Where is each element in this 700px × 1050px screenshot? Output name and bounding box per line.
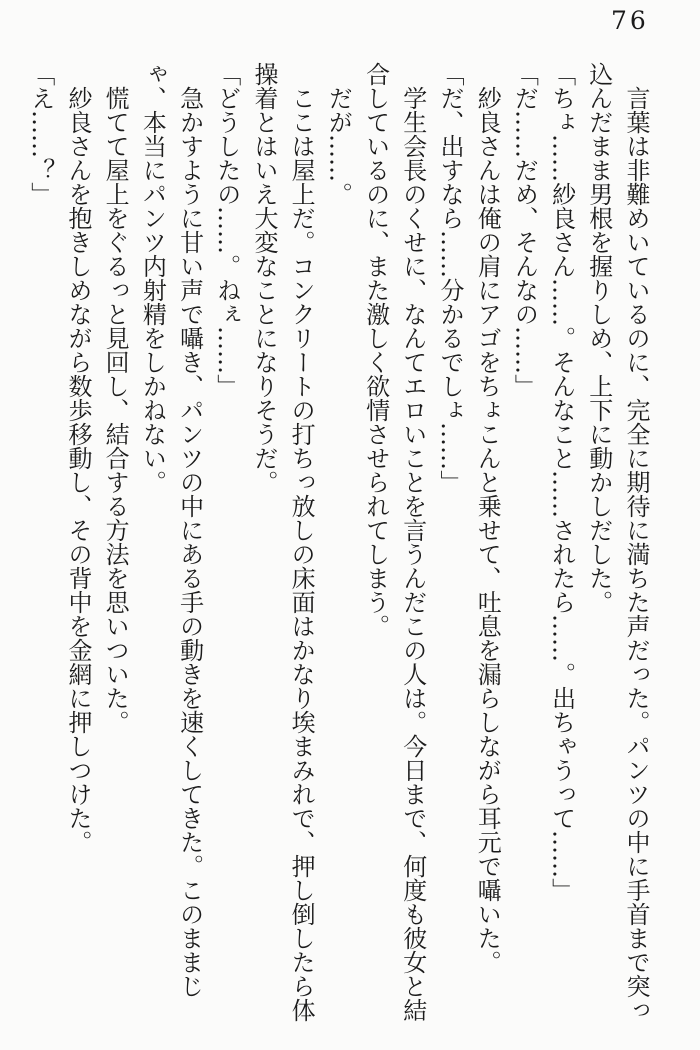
narration-paragraph: 紗良さんを抱きしめながら数歩移動し、その背中を金網に押しつけた。 [63,86,92,854]
page-number: 76 [611,6,649,35]
narration-paragraph: 紗良さんは俺の肩にアゴをちょこんと乗せて、吐息を漏らしながら耳元で囁いた。 [473,86,502,974]
narration-paragraph: だが……。 [324,86,353,206]
narration-paragraph: 急かすように甘い声で囁き、パンツの中にある手の動きを速くしてきた。このままじゃ、本当にパンツ内射精をしかねない。 [138,62,204,998]
dialogue-paragraph: 「え……？」 [26,62,55,206]
narration-paragraph: ここは屋上だ。コンクリートの打ちっ放しの床面はかなり埃まみれで、押し倒したら体操着とはいえ大変なことになりそうだ。 [249,62,316,1022]
dialogue-paragraph: 「ちょ……紗良さん……。そんなこと……されたら……。出ちゃうって……」 [547,62,576,902]
text-column-container [22,62,654,1024]
dialogue-paragraph: 「だ、出すなら……分かるでしょ……」 [435,62,464,494]
narration-paragraph: 学生会長のくせに、なんてエロいことを言うんだこの人は。今日まで、何度も彼女と結合しているのに、また激しく欲情させられてしまう。 [361,62,427,1022]
dialogue-paragraph: 「だ……だめ、そんなの……」 [510,62,539,398]
dialogue-paragraph: 「どうしたの……。ねぇ……」 [212,62,241,398]
narration-paragraph: 言葉は非難めいているのに、完全に期待に満ちた声だった。パンツの中に手首まで突っ込んだまま男根を握りしめ、上下に動かしだした。 [584,62,650,1022]
narration-paragraph: 慌てて屋上をぐるっと見回し、結合する方法を思いついた。 [101,86,130,734]
